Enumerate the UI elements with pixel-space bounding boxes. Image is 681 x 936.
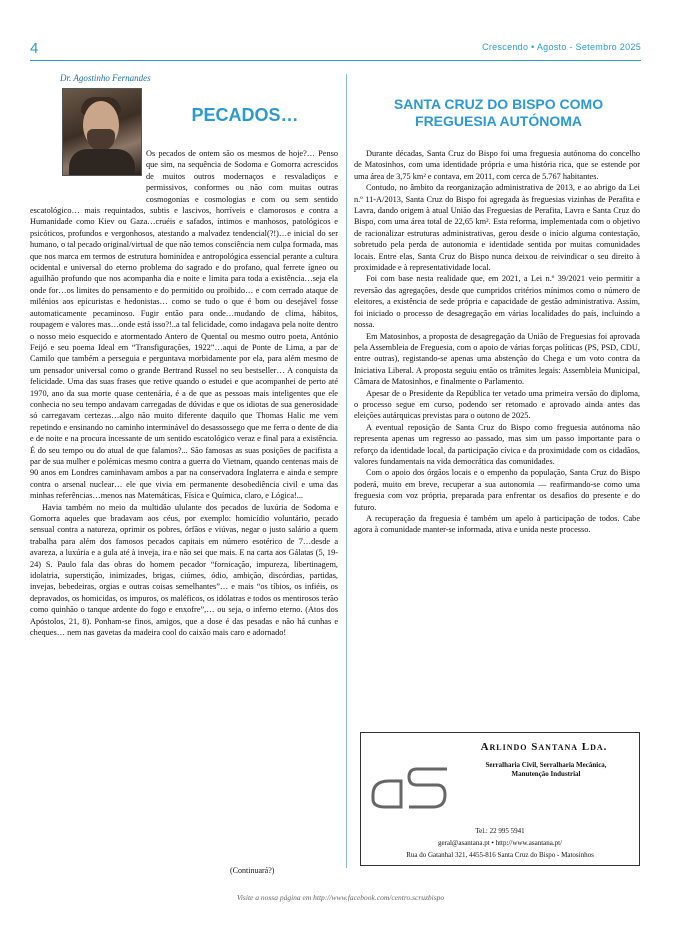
publication-info: Crescendo • Agosto - Setembro 2025 <box>482 42 641 52</box>
header-divider <box>30 60 641 61</box>
paragraph: Havia também no meio da multidão ululante dos pecados de luxúria de Sodoma e Gomorra aqueles que bradavam aos céus, por exemplo: homicídio voluntário, pecado sensual contra a natureza, oprimir os pobres, órfãos e viúvas, negar o justo salário a quem trabalha para além dos famosos pecados capitais em número esotérico de 7…desde a avareza, a luxúria e a gula até à inveja, ira e não sei que mais. E na carta aos Gálatas (5, 19-24) S. Paulo fala das obras do homem pecador “fornicação, impureza, libertinagem, idolatria, superstição, inimizades, brigas, ciúmes, ódio, ambição, discórdias, partidas, invejas, bebedeiras, orgias e outras coisas semelhantes”… e mais “os tíbios, os infiéis, os depravados, os homicidas, os impuros, os maléficos, os idólatras e todos os mentirosos terão como quinhão o tanque ardente do fogo e enxofre”,… ou seja, o inferno eterno. (Atos dos Apóstolos, 21, 8). Ponham-se finos, amigos, que a dose é das pesadas e não há cunhas e cheques… nem nas gavetas da madeira cool do caixão mais caro e adornado! <box>30 502 338 638</box>
page-number: 4 <box>30 40 39 57</box>
company-logo-icon <box>367 755 451 813</box>
paragraph: Apesar de o Presidente da República ter vetado uma primeira versão do diploma, o processo segue em curso, podendo ser retomado e aprovado ainda antes das eleições autárquicas previstas para o outono de 2025. <box>354 388 640 421</box>
right-article-body <box>354 148 640 536</box>
company-address: Rua do Gatanhal 321, 4455-816 Santa Cruz do Bispo - Matosinhos <box>406 851 594 859</box>
footer-link[interactable]: Visite a nossa página em http://www.facebook.com/centro.scruzbispo <box>236 893 445 902</box>
paragraph: Os pecados de ontem são os mesmos de hoje?… Penso que sim, na sequência de Sodoma e Gomorra acrescidos de muitos outros modernaços e resvaladiços e permissivos, conformes ou não com muitas outras cosmogonias e cosmologias e com ou sem sentido escatológico… mais requintados, subtis e lascivos, horríveis e clamorosos e contra a Humanidade como Kiev ou Gaza…cruéis e safados, íntimos e manhosos, patológicos e psicóticos, profundos e vergonhosos, atestando a malvadez tendencial(?!)…e inicial do ser humano, o tal pecado original/virtual de que não temos consciência nem culpa formada, mas que nos marca em termos de estrutura hominídea e antropológica essencial perante a cultura ocidental e universal do eterno problema do sagrado e do profano, qual ferrete ígneo ou aguilhão profundo que nos acompanha dia e noite e limita para toda a existência…seja ela onde for…os limites do pensamento e do permitido ou proibido… e com cerrado ataque de milénios aos epicuristas e hedonistas… como se tudo o que é bom ou desejável fosse automaticamente pecaminoso. Fugir então para onde…mudando de clima, hábitos, roupagem e valores mas…onde está isso?!..a tal felicidade, como indagava pela noite dentro o nosso meio esquecido e atormentado Antero de Quental ou mesmo outro poeta, António Feijó e seu poema Ideal em “Transfigurações, 1922”…aqui de Ponte de Lima, a par de Camilo que também a perseguia e perguntava morbidamente por ela, para além mesmo de um pensador universal como o grande Bertrand Russel no seu bestseller… A conquista da felicidade. Uma das suas frases que retive quando o estudei e que acompanhei de perto até 1970, ano da sua morte quase centenária, é a de que as pessoas mais inteligentes que ele conhecia no seu tempo andavam carregadas de dúvidas e que os idiotas de sua generosidade só carregavam certezas…algo não muito diferente daquilo que Thomas Halic me vem repetindo e ensinando no caminho interminável do desassossego que me ferra o dente de dia e de noite e na procura incessante de um sentido escatológico veraz e final para a existência. É do seu tempo ou do atual de que falamos?... São famosas as suas posições de pacifista a par de sua mulher e polémicas mesmo contra a guerra do Vietnam, quando centenas mais de 90 anos em Londres caminhavam ambos a par na conservadora Inglaterra e ainda e sempre contra o arsenal nuclear… ele que vivia em permanente desobediência civil e uma das minhas referências…menos nas Matemáticas, Física e Química, claro, e Lógica!... <box>30 149 338 501</box>
paragraph: Com o apoio dos órgãos locais e o empenho da população, Santa Cruz do Bispo poderá, muito em breve, recuperar a sua autonomia — reafirmando-se como uma freguesia com voz própria, preparada para enfrentar os desafios do presente e do futuro. <box>354 468 640 512</box>
paragraph: Foi com base nesta realidade que, em 2021, a Lei n.º 39/2021 veio permitir a reversão das agregações, desde que cumpridos critérios mínimos como o número de eleitores, a existência de sede própria e capacidade de gestão administrativa. Assim, foi iniciado o processo de desagregação em várias localidades do país, incluindo a nossa. <box>354 274 640 330</box>
left-article-title: PECADOS… <box>191 105 299 125</box>
company-name: Arlindo Santana Lda. <box>480 741 608 753</box>
advertisement <box>360 732 640 866</box>
services-line: Manutenção Industrial <box>511 770 581 778</box>
column-divider <box>346 74 347 868</box>
paragraph: A recuperação da freguesia é também um apelo à participação de todos. Cabe agora à comunidade manter-se informada, ativa e unida neste processo. <box>354 514 640 535</box>
company-web[interactable]: geral@asantana.pt • http://www.asantana.pt/ <box>437 839 563 847</box>
services-line: Serralharia Civil, Serralharia Mecânica, <box>485 761 607 769</box>
paragraph: Contudo, no âmbito da reorganização administrativa de 2013, e ao abrigo da Lei n.º 11-A/2013, Santa Cruz do Bispo foi agregada às freguesias vizinhas de Perafita e Lavra, dando origem à atual União das Freguesias de Perafita, Lavra e Santa Cruz do Bispo, com uma área total de 22,65 km². Esta reforma, implementada com o objetivo de racionalizar estruturas administrativas, gerou desde o início alguma contestação, sobretudo pela perda de autonomia e identidade sentida por muitas comunidades locais. Entre elas, Santa Cruz do Bispo nunca deixou de reivindicar o seu direito à proximidade e à representatividade local. <box>354 183 640 273</box>
right-article-title: SANTA CRUZ DO BISPO COMO FREGUESIA AUTÓNOMA <box>393 96 604 129</box>
company-services <box>457 761 635 779</box>
left-article-body <box>30 148 338 638</box>
continued-note: (Continuará?) <box>230 866 275 875</box>
company-phone: Tel.: 22 995 5941 <box>475 827 525 835</box>
paragraph: A eventual reposição de Santa Cruz do Bispo como freguesia autónoma não representa apenas um regresso ao passado, mas sim um passo importante para o reforço da identidade local, da participação cívica e da proximidade com os cidadãos, valores fundamentais na vida democrática das comunidades. <box>354 422 640 466</box>
author-name: Dr. Agostinho Fernandes <box>60 73 151 83</box>
paragraph: Em Matosinhos, a proposta de desagregação da União de Freguesias foi aprovada pela Assembleia de Freguesia, com o apoio de várias forças políticas (PS, PSD, CDU, entre outras), registando-se apenas uma abstenção do Chega e um voto contra da Iniciativa Liberal. A proposta seguiu então os trâmites legais: Assembleia Municipal, Câmara de Matosinhos, e finalmente o Parlamento. <box>354 331 640 387</box>
paragraph: Durante décadas, Santa Cruz do Bispo foi uma freguesia autónoma do concelho de Matosinhos, com uma identidade própria e uma história rica, que se estende por uma área de 3,75 km² e contava, em 2011, com cerca de 5.767 habitantes. <box>354 149 640 181</box>
